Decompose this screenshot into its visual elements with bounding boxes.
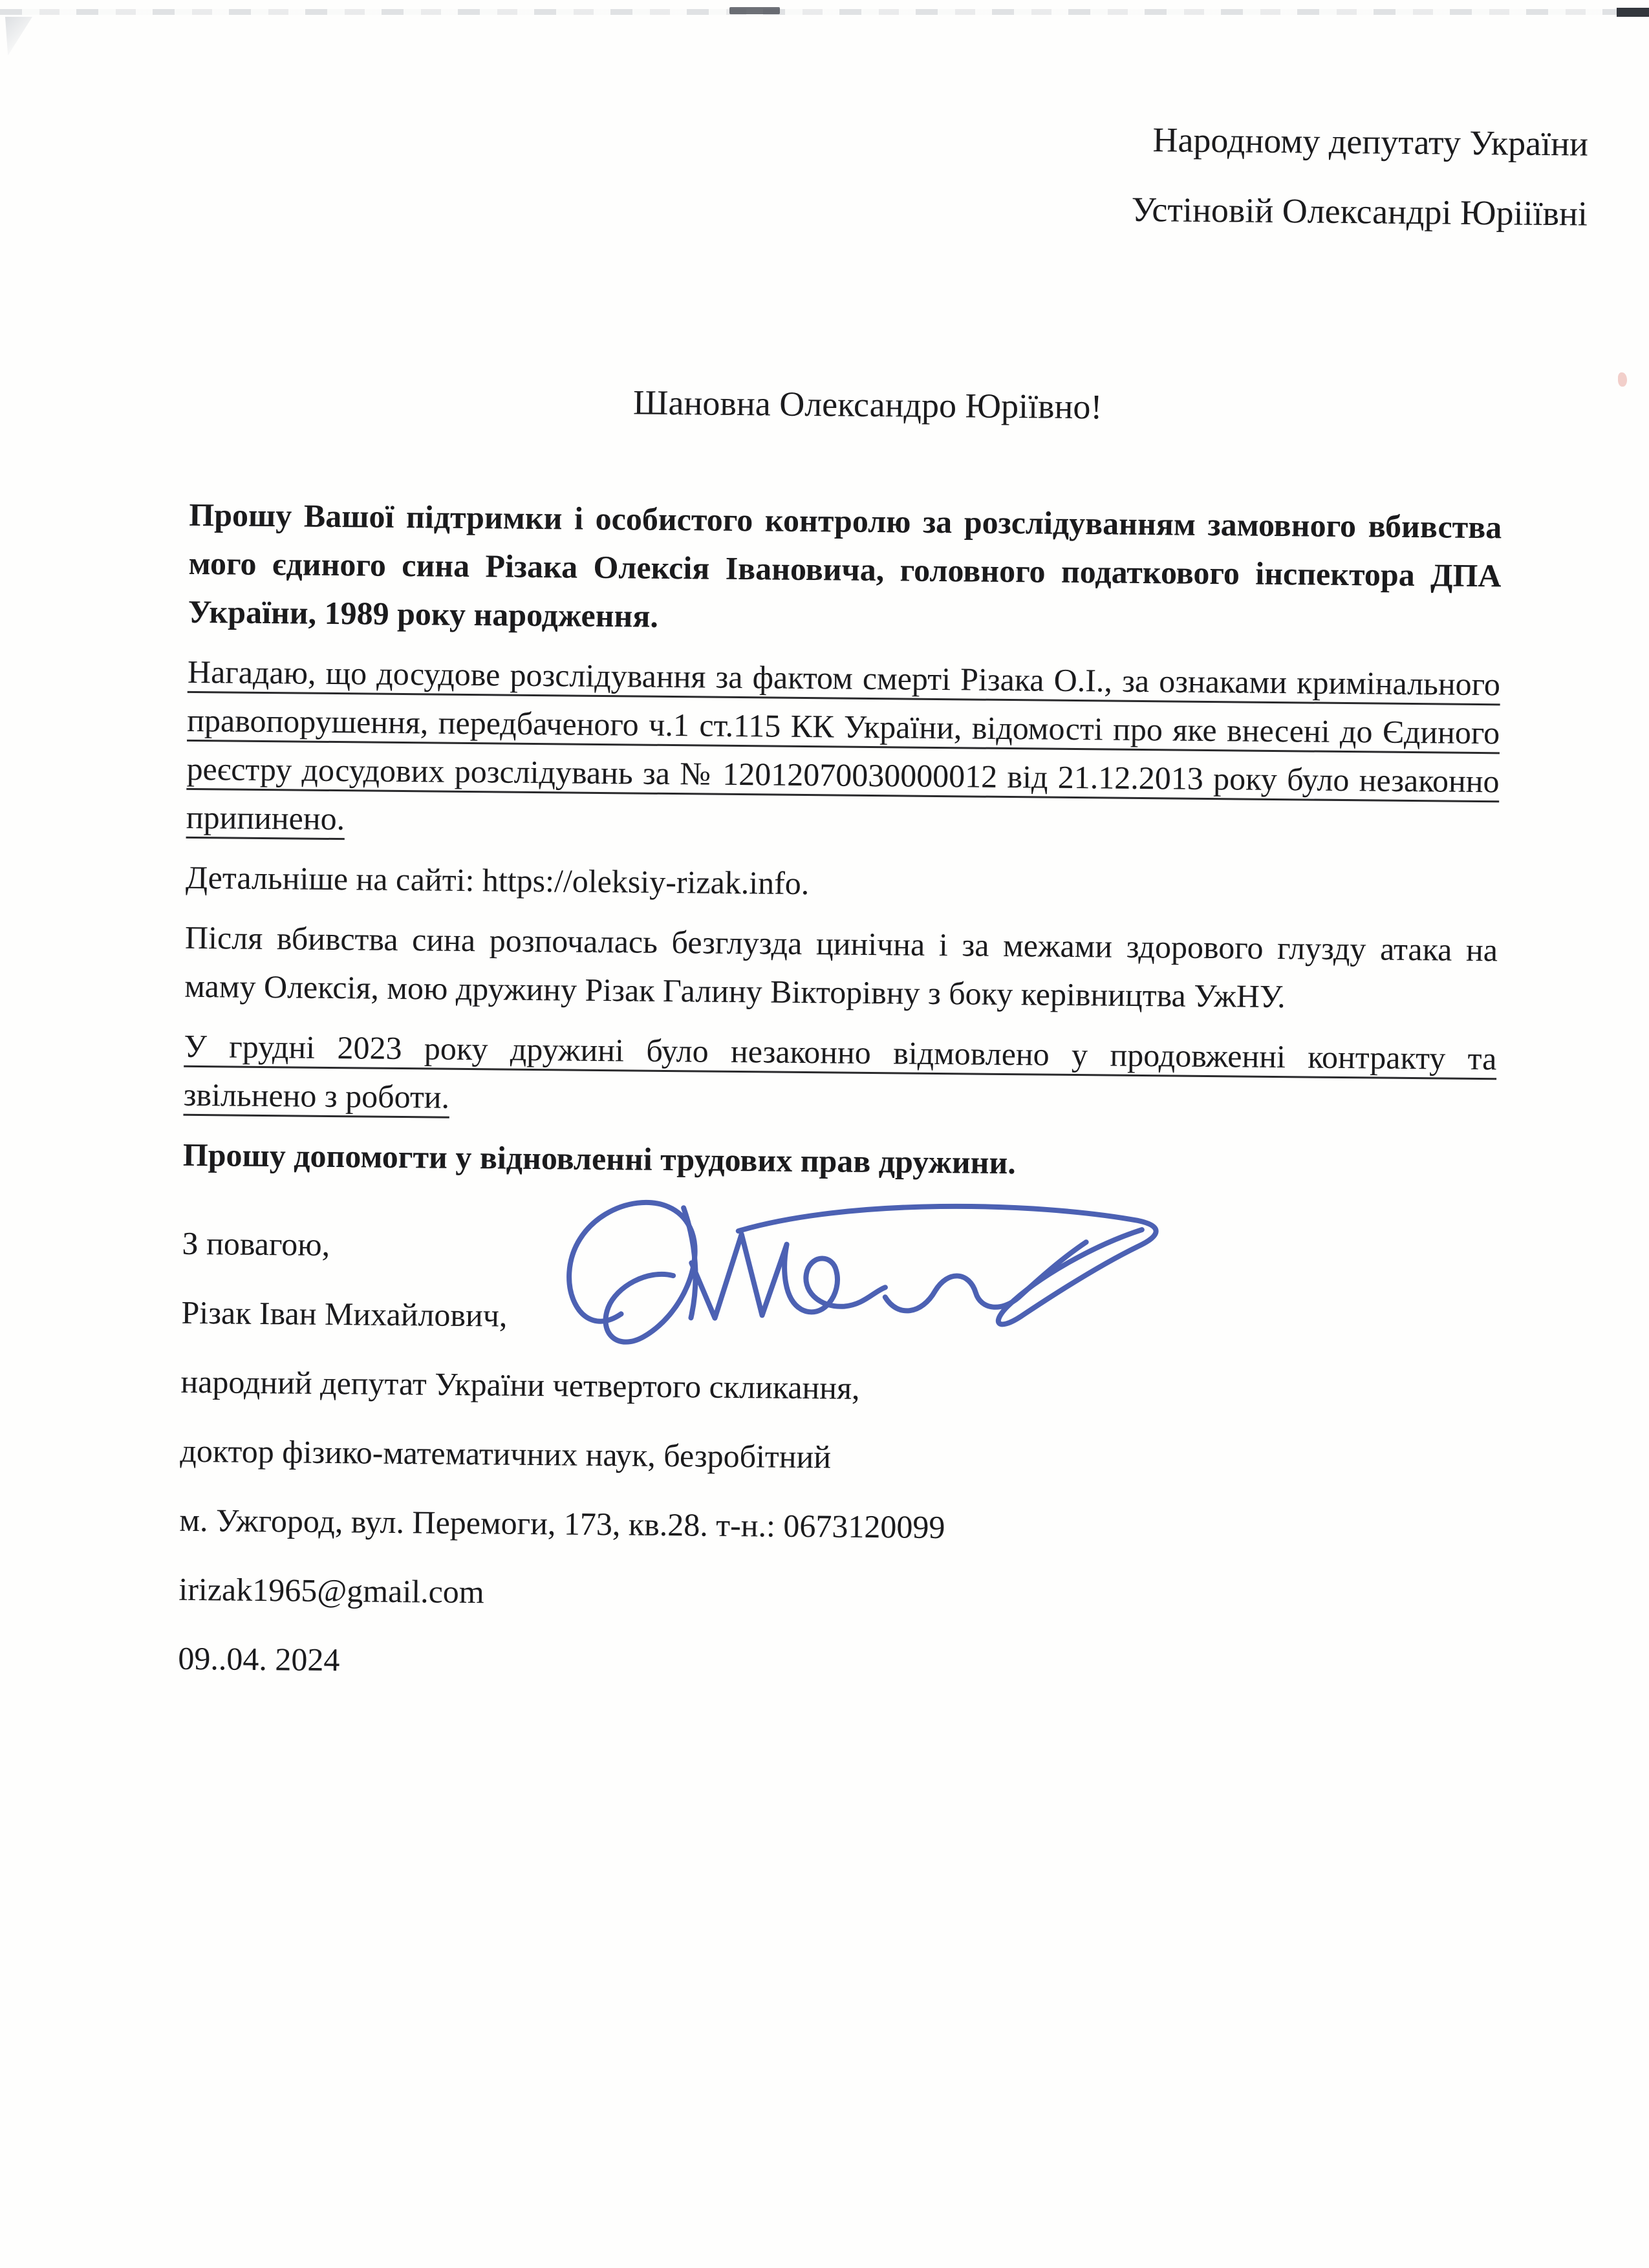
text-line: правопорушення, передбаченого ч.1 ст.115 КК України, відомості про яке внесені до Єдиного	[187, 702, 1500, 751]
paragraph-attack-on-mother	[184, 914, 1498, 1023]
paragraph-support-request	[188, 491, 1502, 648]
text-line: реєстру досудових розслідувань за № 12012070030000012 від 21.12.2013 року було незаконно	[186, 751, 1500, 800]
text-line: припинено.	[186, 799, 345, 837]
text-line: України, 1989 року народження.	[188, 594, 659, 635]
signer-position: народний депутат України четвертого скликання,	[180, 1363, 860, 1407]
handwritten-signature	[543, 1177, 1179, 1377]
text-line: Після вбивства сина розпочалась безглузда цинічна і за межами здорового глузду атака на	[184, 919, 1498, 968]
text-line: маму Олексія, мою дружину Різак Галину Вікторівну з боку керівництва УжНУ.	[184, 967, 1286, 1015]
paragraph-help-request	[183, 1131, 1496, 1192]
paragraph-investigation-reminder	[186, 648, 1501, 854]
valediction: З повагою,	[182, 1225, 330, 1263]
letter-date: 09..04. 2024	[178, 1640, 340, 1678]
text-line: Нагадаю, що досудове розслідування за фактом смерті Різака О.І., за ознаками кримінального	[187, 654, 1501, 703]
signer-name: Різак Іван Михайлович,	[181, 1294, 508, 1334]
signer-email: irizak1965@gmail.com	[178, 1570, 484, 1610]
paragraph-website	[186, 853, 1499, 914]
text-line: мого єдиного сина Різака Олексія Івановича, головного податкового інспектора ДПА	[188, 545, 1502, 594]
salutation: Шановна Олександро Юріївно!	[632, 383, 1103, 427]
letter-body	[183, 491, 1502, 1192]
recipient-block	[0, 109, 1648, 235]
recipient-title: Народному депутату України	[1152, 120, 1589, 164]
text-line: Прошу Вашої підтримки і особистого контролю за розслідуванням замовного вбивства	[189, 497, 1502, 546]
text-line: звільнено з роботи.	[183, 1076, 450, 1115]
paragraph-contract-termination	[183, 1022, 1496, 1131]
recipient-name: Устіновій Олександрі Юрііївні	[1131, 189, 1588, 233]
signature-ink	[543, 1177, 1179, 1377]
text-line: Прошу допомогти у відновленні трудових прав дружини.	[182, 1136, 1017, 1181]
signer-degree: доктор фізико-математичних наук, безробітний	[180, 1432, 832, 1475]
website-line: Детальніше на сайті: https://oleksiy-rizak.info.	[185, 859, 810, 902]
closing-block	[178, 1219, 1637, 1697]
text-line: У грудні 2023 року дружині було незаконно відмовлено у продовженні контракту та	[184, 1027, 1497, 1077]
signer-address-phone: м. Ужгород, вул. Перемоги, 173, кв.28. т-н.: 0673120099	[179, 1501, 945, 1546]
